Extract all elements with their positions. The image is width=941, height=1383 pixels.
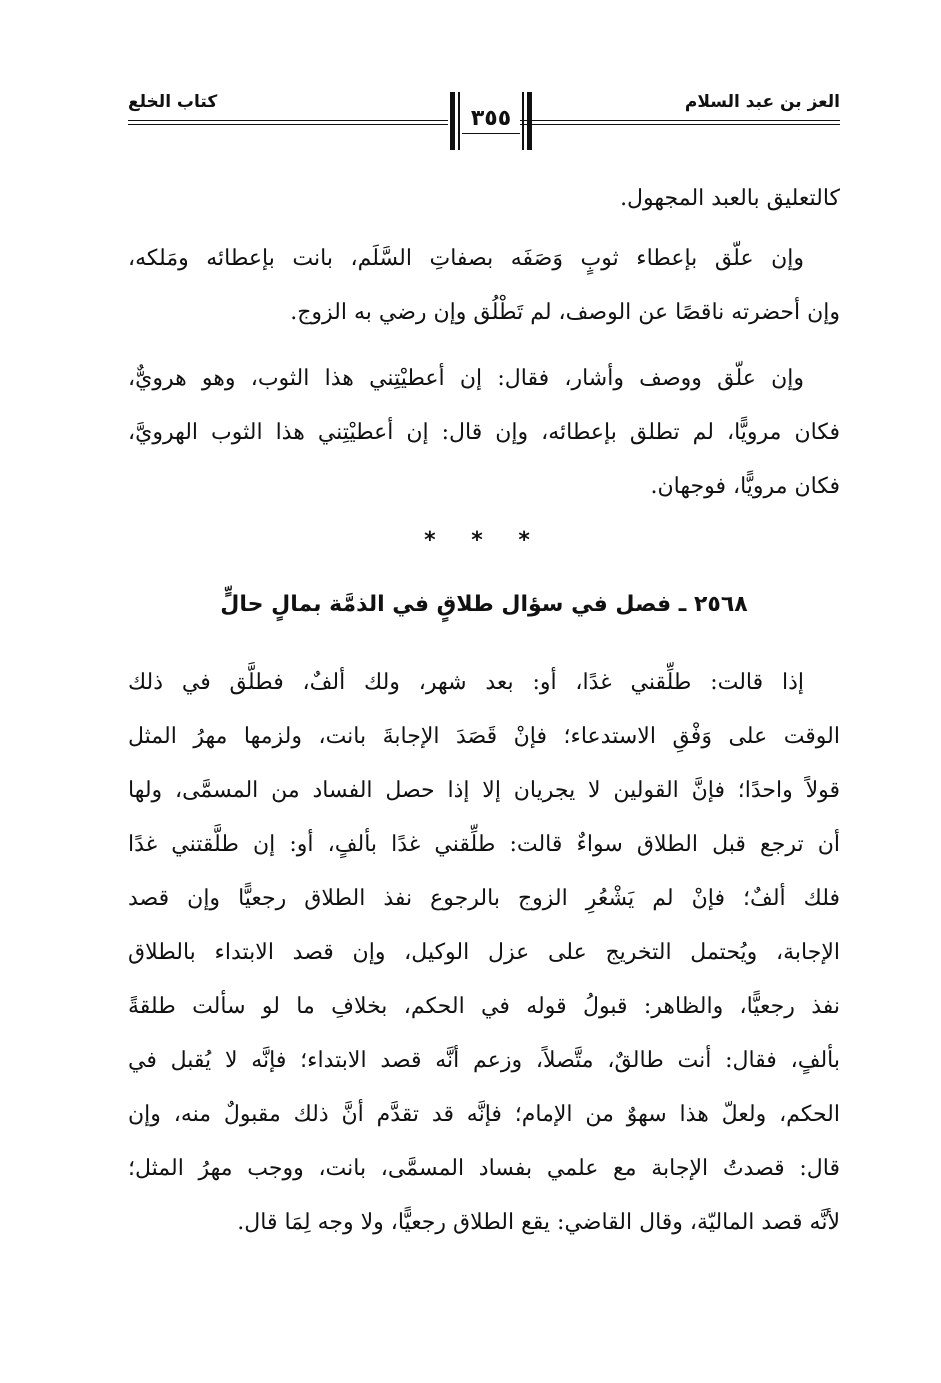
- text-line: قال: قصدتُ الإجابة مع علمي بفساد المسمَّى، بانت، ووجب مهرُ المثل؛: [128, 1156, 840, 1181]
- paragraph: [128, 232, 840, 340]
- paragraph: [128, 352, 840, 514]
- text-line: إذا قالت: طلِّقني غدًا، أو: بعد شهر، ولك ألفٌ، فطلَّق في ذلك: [128, 670, 804, 695]
- text-line: الوقت على وَفْقِ الاستدعاء؛ فإنْ قَصَدَ الإجابةَ بانت، ولزمها مهرُ المثل: [128, 724, 840, 749]
- running-header: [128, 88, 840, 158]
- header-rule: [128, 120, 448, 121]
- paragraph: [128, 172, 840, 226]
- text-line: بألفٍ، فقال: أنت طالقٌ، متَّصلاً، وزعم أنَّه قصد الابتداء؛ فإنَّه لا يُقبل في: [128, 1048, 840, 1073]
- text-line: فكان مرويًّا، فوجهان.: [650, 474, 840, 499]
- page-number-box: [450, 92, 532, 150]
- text-line: قولاً واحدًا؛ فإنَّ القولين لا يجريان إلا إذا حصل الفساد من المسمَّى، ولها: [128, 778, 840, 803]
- text-line: كالتعليق بالعبد المجهول.: [620, 186, 840, 211]
- text-line: الحكم، ولعلّ هذا سهوٌ من الإمام؛ فإنَّه قد تقدَّم أنَّ ذلك مقبولٌ منه، وإن: [128, 1102, 840, 1127]
- text-line: فلك ألفٌ؛ فإنْ لم يَشْعُرِ الزوج بالرجوع نفذ الطلاق رجعيًّا وإن قصد: [128, 886, 840, 911]
- header-book-section: كتاب الخلع: [128, 92, 218, 112]
- text-line: وإن علّق بإعطاء ثوبٍ وَصَفَه بصفاتِ السَّلَم، بانت بإعطائه ومَلكه،: [128, 246, 804, 271]
- header-rule: [128, 124, 448, 125]
- text-line: نفذ رجعيًّا، والظاهر: قبولُ قوله في الحكم، بخلافِ ما لو سألت طلقةً: [128, 994, 840, 1019]
- text-line: فكان مرويًّا، لم تطلق بإعطائه، وإن قال: إن أعطيْتِني هذا الثوب الهرويَّ،: [128, 420, 840, 445]
- text-line: الإجابة، ويُحتمل التخريج على عزل الوكيل، وإن قصد الابتداء بالطلاق: [128, 940, 840, 965]
- header-rule: [520, 120, 840, 121]
- header-author: العز بن عبد السلام: [684, 92, 840, 112]
- page-number: ٣٥٥: [462, 106, 520, 134]
- section-paragraph: [128, 656, 840, 1250]
- header-rule: [520, 124, 840, 125]
- text-line: لأنَّه قصد الماليّة، وقال القاضي: يقع الطلاق رجعيًّا، ولا وجه لِمَا قال.: [237, 1210, 840, 1235]
- section-separator: * * *: [424, 528, 544, 553]
- text-line: وإن أحضرته ناقصًا عن الوصف، لم تَطْلُق وإن رضي به الزوج.: [290, 300, 840, 325]
- text-line: أن ترجع قبل الطلاق سواءٌ قالت: طلِّقني غدًا بألفٍ، أو: إن طلَّقتني غدًا: [128, 832, 840, 857]
- text-line: وإن علّق ووصف وأشار، فقال: إن أعطيْتِني هذا الثوب، وهو هرويٌّ،: [128, 366, 804, 391]
- section-heading: ٢٥٦٨ ـ فصل في سؤال طلاقٍ في الذمَّة بمالٍ حالٍّ: [220, 592, 748, 617]
